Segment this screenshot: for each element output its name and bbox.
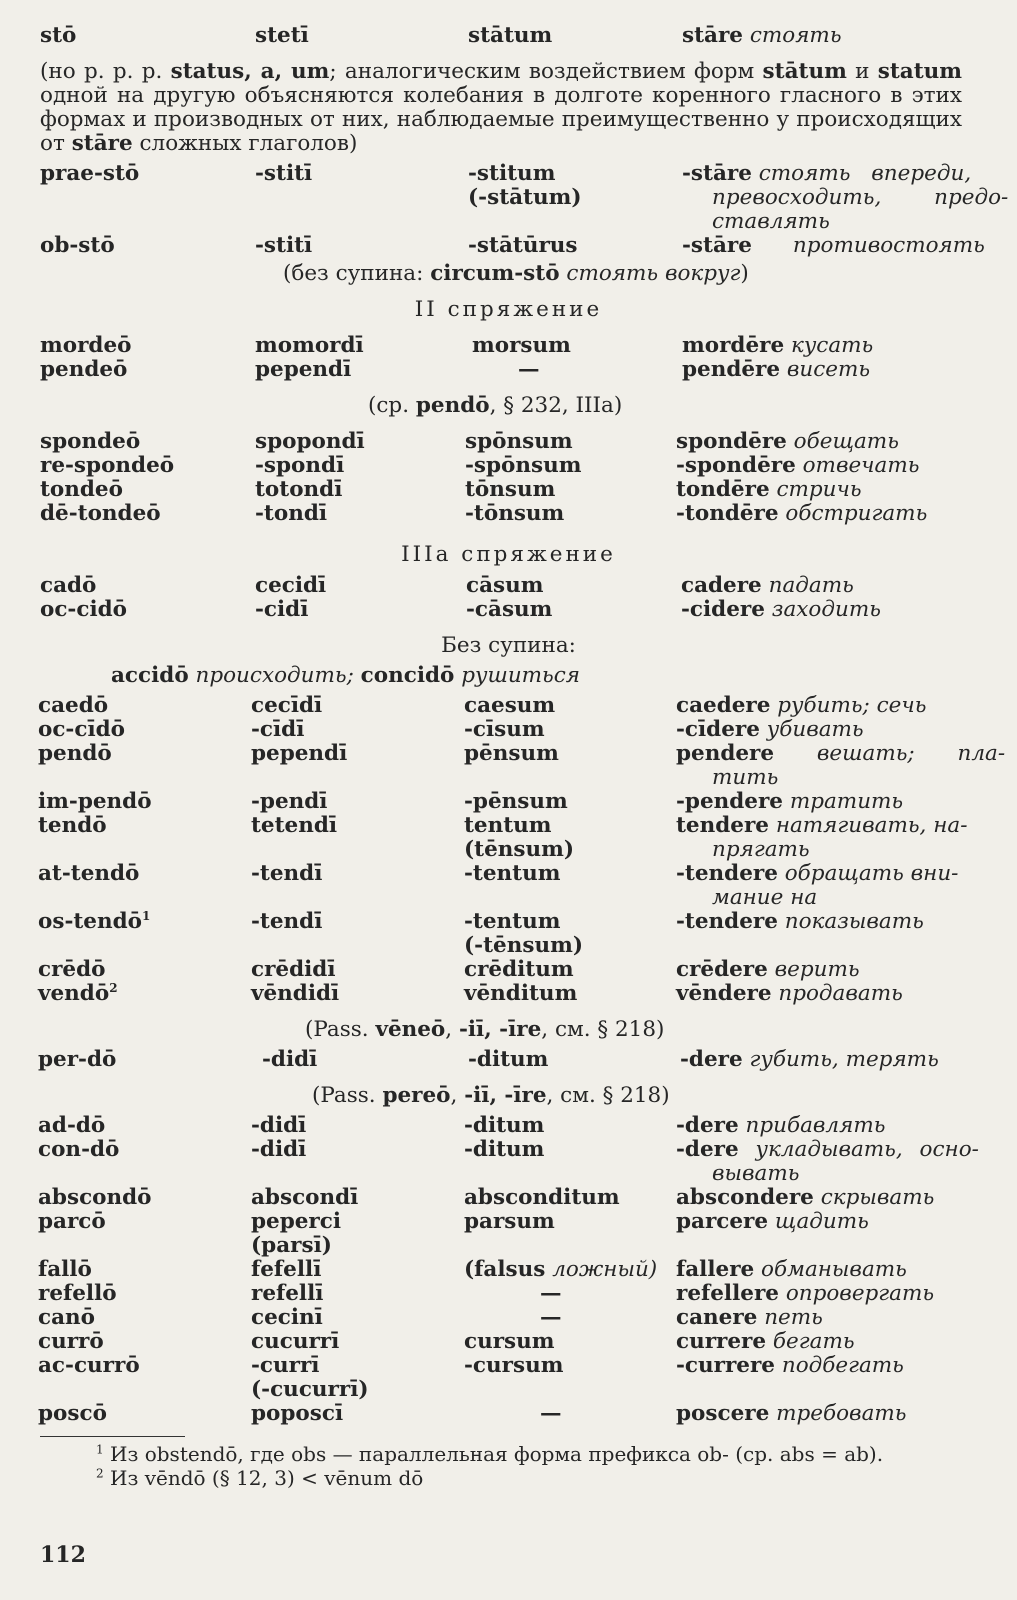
infinitive-form: abscondere: [676, 1185, 814, 1210]
supine-form: -pēnsum: [464, 789, 568, 814]
perfect-form: -tendī: [251, 909, 323, 934]
translation: скрывать: [820, 1185, 935, 1210]
perfect-form: cecīdī: [251, 693, 323, 718]
infinitive-form: crēdere: [676, 957, 768, 982]
translation-cont: ставлять: [712, 209, 830, 234]
present-form: re-spondeō: [40, 453, 175, 478]
present-form: cadō: [40, 573, 97, 598]
supine-form: -tentum: [464, 861, 561, 886]
infinitive-form: parcere: [676, 1209, 769, 1234]
translation-cont: вывать: [712, 1161, 800, 1186]
infinitive-form: -tendere: [676, 909, 778, 934]
present-form: ob-stō: [40, 233, 115, 258]
present-form: vendō: [38, 981, 110, 1006]
supine-form: -cīsum: [464, 717, 545, 742]
perfect-form: abscondī: [251, 1185, 359, 1210]
present-form: crēdō: [38, 957, 106, 982]
footnote-mark: 2: [109, 980, 118, 995]
infinitive-form: -currere: [676, 1353, 775, 1378]
perfect-variant: (-cucurrī): [251, 1377, 369, 1402]
supine-form: -tōnsum: [465, 501, 565, 526]
present-form: im-pendō: [38, 789, 152, 814]
infinitive-form: refellere: [676, 1281, 779, 1306]
footnote-mark: 1: [141, 908, 151, 923]
present-form: parcō: [38, 1209, 106, 1234]
perfect-form: -tondī: [255, 501, 328, 526]
supine-form: cursum: [464, 1329, 555, 1354]
perfect-form: -didī: [251, 1137, 307, 1162]
present-form: canō: [38, 1305, 95, 1330]
supine-form: -stātūrus: [468, 233, 578, 258]
perfect-form: crēdidī: [251, 957, 336, 982]
present-form: con-dō: [38, 1137, 120, 1162]
present-form: os-tendō: [38, 909, 142, 934]
supine-form: crēditum: [464, 957, 574, 982]
perfect-form: -tendī: [251, 861, 323, 886]
infinitive-form: -tendere: [676, 861, 778, 886]
footnote: $^1$ Из obstendō, где obs — параллельная форма префикса ob- (ср. abs = ab).: [96, 1442, 884, 1466]
perfect-form: -pendī: [251, 789, 328, 814]
perfect-form: tetendī: [251, 813, 338, 838]
present-form: at-tendō: [38, 861, 140, 886]
supine-form: stātum: [468, 23, 553, 48]
infinitive-form: -cīdere: [676, 717, 760, 742]
present-form: per-dō: [38, 1047, 117, 1072]
present-form: ac-currō: [38, 1353, 140, 1378]
supine-form: parsum: [464, 1209, 555, 1234]
translation: укладывать, осно-: [755, 1137, 979, 1162]
infinitive-form: spondēre: [676, 429, 787, 454]
present-form: prae-stō: [40, 161, 140, 186]
translation: обещать: [793, 429, 899, 454]
infinitive-form: -stāre: [682, 233, 752, 258]
supine-form: -tentum: [464, 909, 561, 934]
heading-conjugation-iiia: IIIa спряжение: [401, 542, 616, 567]
translation: рубить; сечь: [777, 693, 927, 718]
present-form: dē-tondeō: [40, 501, 161, 526]
translation: требовать: [776, 1401, 907, 1426]
translation: противостоять: [792, 233, 985, 258]
note-circumsto: (без супина: circum-stō стоять вокруг): [283, 261, 749, 286]
infinitive-form: caedere: [676, 693, 771, 718]
note-stare: (но p. p. p. status, a, um; аналогическим воздействием форм stātum и statum одной на другую объясняются колебания в долготе коренного гласного в этих формах и производных от них, наблюдаемые преимущественно у происходящих от stāre сложных глаголов): [40, 59, 963, 156]
infinitive-form: stāre: [682, 23, 743, 48]
translation-cont: прягать: [712, 837, 810, 862]
present-form: tondeō: [40, 477, 123, 502]
perfect-form: pependī: [251, 741, 348, 766]
translation: обращать вни-: [784, 861, 959, 886]
supine-form: pēnsum: [464, 741, 559, 766]
translation: обстригать: [785, 501, 928, 526]
perfect-form: -stitī: [255, 233, 313, 258]
translation: висеть: [786, 357, 871, 382]
present-form: pendeō: [40, 357, 128, 382]
page-number: 112: [40, 1542, 86, 1568]
perfect-form: -currī: [251, 1353, 320, 1378]
present-form: caedō: [38, 693, 109, 718]
supine-form: —: [518, 357, 540, 382]
perfect-form: -cidī: [255, 597, 309, 622]
translation: убивать: [766, 717, 864, 742]
perfect-form: momordī: [255, 333, 364, 358]
infinitive-form: fallere: [676, 1257, 755, 1282]
supine-form: -cursum: [464, 1353, 564, 1378]
perfect-form: cecinī: [251, 1305, 323, 1330]
infinitive-form: -spondēre: [676, 453, 796, 478]
supine-form: -cāsum: [466, 597, 553, 622]
present-form: spondeō: [40, 429, 141, 454]
perfect-form: cecidī: [255, 573, 327, 598]
infinitive-form: tondēre: [676, 477, 770, 502]
infinitive-form: -dere: [676, 1113, 739, 1138]
translation: продавать: [778, 981, 903, 1006]
supine-form: vēnditum: [464, 981, 578, 1006]
present-form: oc-cīdō: [38, 717, 125, 742]
perfect-form: -cīdī: [251, 717, 305, 742]
footnote: $^2$ Из vēndō (§ 12, 3) < vēnum dō: [96, 1466, 424, 1490]
translation-cont: превосходить, предо-: [712, 185, 1009, 210]
supine-form: caesum: [464, 693, 556, 718]
heading-no-supine: Без супина:: [441, 633, 576, 658]
perfect-form: -didī: [251, 1113, 307, 1138]
supine-variant: (tēnsum): [464, 837, 575, 862]
translation: отвечать: [802, 453, 920, 478]
perfect-form: pependī: [255, 357, 352, 382]
perfect-form: refellī: [251, 1281, 324, 1306]
translation: обманывать: [761, 1257, 907, 1282]
infinitive-form: -stāre: [682, 161, 752, 186]
present-form: fallō: [38, 1257, 92, 1282]
supine-form: -ditum: [468, 1047, 549, 1072]
perfect-form: -stitī: [255, 161, 313, 186]
no-supine-list: accidō происходить; concidō рушиться: [111, 663, 581, 688]
present-form: oc-cidō: [40, 597, 127, 622]
present-form: mordeō: [40, 333, 132, 358]
translation: стоять: [749, 23, 842, 48]
note-pass-veneo: (Pass. vēneō, -iī, -īre, см. § 218): [305, 1017, 665, 1042]
perfect-form: stetī: [255, 23, 309, 48]
infinitive-form: -dere: [676, 1137, 739, 1162]
supine-form: absconditum: [464, 1185, 620, 1210]
perfect-variant: (parsī): [251, 1233, 332, 1258]
translation: прибавлять: [745, 1113, 886, 1138]
perfect-form: cucurrī: [251, 1329, 340, 1354]
infinitive-form: mordēre: [682, 333, 785, 358]
note-cf-pendo: (ср. pendō, § 232, IIIa): [368, 393, 623, 418]
translation: ложный): [552, 1257, 658, 1282]
translation: показывать: [784, 909, 924, 934]
infinitive-form: poscere: [676, 1401, 770, 1426]
perfect-form: -spondī: [255, 453, 345, 478]
present-form: poscō: [38, 1401, 107, 1426]
perfect-form: vēndidī: [251, 981, 340, 1006]
supine-form: tentum: [464, 813, 552, 838]
infinitive-form: vēndere: [676, 981, 772, 1006]
perfect-form: poposcī: [251, 1401, 344, 1426]
infinitive-form: -cidere: [681, 597, 765, 622]
infinitive-form: -tondēre: [676, 501, 779, 526]
infinitive-form: pendere: [676, 741, 775, 766]
translation-cont: тить: [712, 765, 779, 790]
supine-form: cāsum: [466, 573, 544, 598]
supine-form: -spōnsum: [465, 453, 582, 478]
translation: губить, терять: [749, 1047, 939, 1072]
translation: заходить: [771, 597, 881, 622]
infinitive-form: currere: [676, 1329, 767, 1354]
supine-form: tōnsum: [465, 477, 556, 502]
present-form: stō: [40, 23, 77, 48]
translation-cont: мание на: [712, 885, 818, 910]
infinitive-form: tendere: [676, 813, 769, 838]
present-form: ad-dō: [38, 1113, 106, 1138]
translation: щадить: [774, 1209, 869, 1234]
supine-form: —: [540, 1281, 562, 1306]
supine-form: —: [540, 1305, 562, 1330]
translation: натягивать, на-: [775, 813, 968, 838]
present-form: tendō: [38, 813, 107, 838]
translation: падать: [768, 573, 854, 598]
translation: кусать: [790, 333, 874, 358]
translation: подбегать: [781, 1353, 904, 1378]
supine-form: —: [540, 1401, 562, 1426]
supine-variant: (-stātum): [468, 185, 582, 210]
supine-form: -ditum: [464, 1137, 545, 1162]
translation: вешать; пла-: [816, 741, 1006, 766]
supine-variant: (-tēnsum): [464, 933, 583, 958]
present-form: pendō: [38, 741, 112, 766]
translation: тратить: [789, 789, 904, 814]
note-pass-pereo: (Pass. pereō, -iī, -īre, см. § 218): [312, 1083, 670, 1108]
supine-form: spōnsum: [465, 429, 573, 454]
translation: опровергать: [785, 1281, 935, 1306]
supine-form: -stitum: [468, 161, 556, 186]
perfect-form: fefellī: [251, 1257, 322, 1282]
supine-form: (falsus: [464, 1257, 546, 1282]
supine-form: morsum: [472, 333, 571, 358]
translation: петь: [764, 1305, 823, 1330]
heading-conjugation-ii: II спряжение: [414, 297, 603, 322]
infinitive-form: -pendere: [676, 789, 783, 814]
perfect-form: -didī: [262, 1047, 318, 1072]
perfect-form: spopondī: [255, 429, 365, 454]
translation: стоять впереди,: [758, 161, 972, 186]
present-form: abscondō: [38, 1185, 152, 1210]
present-form: refellō: [38, 1281, 117, 1306]
infinitive-form: pendēre: [682, 357, 781, 382]
footnote-divider: [40, 1436, 185, 1437]
infinitive-form: cadere: [681, 573, 762, 598]
perfect-form: peperci: [251, 1209, 342, 1234]
infinitive-form: -dere: [680, 1047, 743, 1072]
present-form: currō: [38, 1329, 104, 1354]
perfect-form: totondī: [255, 477, 343, 502]
translation: верить: [774, 957, 860, 982]
infinitive-form: canere: [676, 1305, 758, 1330]
supine-form: -ditum: [464, 1113, 545, 1138]
translation: стричь: [776, 477, 862, 502]
translation: бегать: [772, 1329, 855, 1354]
